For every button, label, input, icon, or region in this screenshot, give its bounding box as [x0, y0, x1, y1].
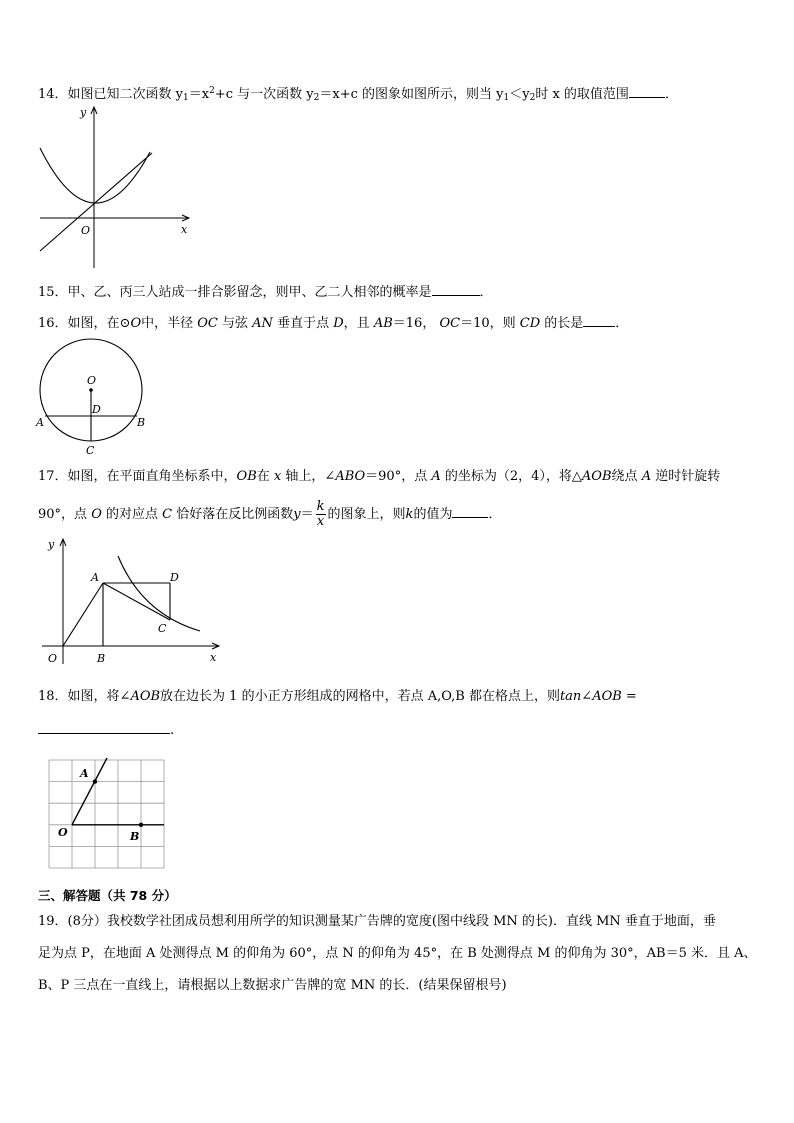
- q17-part: 的图象上，则: [327, 507, 406, 522]
- point-b: [139, 823, 143, 827]
- center-point: [89, 388, 93, 392]
- q15-end: ．: [479, 285, 493, 300]
- q17-part: x: [273, 469, 282, 484]
- answer-blank-17[interactable]: [452, 504, 488, 518]
- label-y: y: [80, 106, 87, 119]
- q14-sup: 2: [209, 86, 215, 96]
- q14-part: ＜y: [509, 87, 530, 102]
- figure-q18-grid: [46, 758, 168, 872]
- label-a: A: [80, 767, 89, 780]
- q15-part: 15．甲、乙、丙三人站成一排合影留念，则甲、乙二人相邻的概率是: [38, 285, 432, 300]
- question-15-text: [38, 282, 493, 302]
- grid-lines: [49, 760, 164, 868]
- label-b: B: [97, 652, 106, 665]
- q17-part: A: [431, 469, 441, 484]
- q18-end: .: [170, 723, 175, 738]
- q14-end: ．: [664, 87, 678, 102]
- q18-part: 18．如图，将∠: [38, 689, 131, 704]
- label-x: x: [210, 651, 217, 664]
- q16-part: O: [130, 316, 142, 331]
- q14-part: 14．如图已知二次函数 y: [38, 87, 184, 102]
- q17-part: 逆时针旋转: [655, 469, 721, 484]
- question-18-answer-line: [38, 720, 174, 740]
- q17-part: A: [641, 469, 652, 484]
- q17-end: ．: [488, 507, 502, 522]
- q18-part: 放在边长为 1 的小正方形组成的网格中，若点 A,O,B 都在格点上，则: [160, 689, 560, 704]
- q14-part: ＝x+c 的图象如图所示，则当 y: [319, 87, 504, 102]
- q17-part: 恰好落在反比例函数: [176, 507, 294, 522]
- q14-sub: 1: [503, 93, 510, 103]
- q17-part: k: [405, 507, 414, 522]
- q14-sub: 2: [529, 93, 536, 103]
- label-o: O: [87, 374, 97, 387]
- q14-part: ＝x: [188, 87, 210, 102]
- q17-part: C: [162, 507, 173, 522]
- q14-sub: 2: [313, 93, 320, 103]
- parabola-curve: [40, 148, 150, 203]
- answer-blank-15[interactable]: [432, 282, 480, 296]
- label-o: O: [48, 652, 58, 665]
- q17-part: 在: [256, 469, 270, 484]
- label-y: y: [48, 538, 55, 551]
- linear-function-line: [40, 153, 152, 251]
- question-19-line-2: 足为点 P，在地面 A 处测得点 M 的仰角为 60°，点 N 的仰角为 45°，在 B 处测得点 M 的仰角为 30°，AB＝5 米．且 A、: [38, 946, 757, 961]
- label-b: B: [130, 830, 140, 843]
- figure-q17-coordinate: [38, 536, 228, 668]
- figure-q14-graph: [38, 104, 193, 270]
- question-17-line-1: [38, 468, 720, 486]
- q17-part: ＝: [300, 507, 314, 522]
- q18-part: tan∠AOB: [559, 689, 622, 704]
- q17-part: OB: [236, 469, 257, 484]
- answer-blank-18[interactable]: [38, 720, 170, 734]
- frac-denominator: x: [316, 514, 325, 529]
- fraction-k-over-x: [316, 500, 326, 529]
- question-17-line-2: [38, 500, 501, 530]
- q16-part: AN: [252, 316, 273, 331]
- answer-blank-14[interactable]: [629, 84, 665, 98]
- q17-part: 的坐标为（2，4），将△: [444, 469, 582, 484]
- q17-part: 绕点: [611, 469, 638, 484]
- q16-part: 垂直于点: [277, 316, 330, 331]
- q14-part: 时 x 的取值范围: [535, 87, 629, 102]
- label-d: D: [92, 403, 101, 416]
- q16-part: D: [333, 316, 344, 331]
- q17-part: 的值为: [413, 507, 453, 522]
- question-18-text: [38, 688, 637, 706]
- q18-part: =: [621, 689, 637, 704]
- q16-part: 与弦: [222, 316, 249, 331]
- question-16-text: [38, 313, 628, 333]
- hyperbola-curve: [118, 556, 200, 631]
- q16-part: 中，半径: [141, 316, 194, 331]
- answer-blank-16[interactable]: [583, 313, 615, 327]
- label-a: A: [91, 571, 99, 584]
- q17-part: ABO: [335, 469, 366, 484]
- q18-part: AOB: [130, 689, 161, 704]
- q17-part: y: [293, 507, 301, 522]
- q17-part: O: [91, 507, 102, 522]
- q14-part: +c 与一次函数 y: [214, 87, 314, 102]
- label-origin: O: [81, 224, 91, 237]
- q16-part: ＝16，: [392, 316, 436, 331]
- question-14-text: [38, 84, 678, 104]
- q16-part: ＝10，则: [460, 316, 516, 331]
- label-c: C: [86, 444, 95, 457]
- frac-numerator: k: [316, 499, 325, 514]
- q17-part: ＝90°，点: [365, 469, 428, 484]
- label-a: A: [36, 416, 44, 429]
- segment-oa: [63, 583, 103, 646]
- label-b: B: [137, 416, 146, 429]
- q17-part: 90°，点: [38, 507, 88, 522]
- q16-part: CD: [519, 316, 541, 331]
- q14-sub: 1: [183, 93, 189, 103]
- question-19-line-3: B、P 三点在一直线上，请根据以上数据求广告牌的宽 MN 的长．(结果保留根号): [38, 978, 507, 993]
- label-x: x: [181, 223, 188, 236]
- q16-part: OC: [439, 316, 461, 331]
- figure-q16-circle: [36, 338, 148, 458]
- section-3-heading: 三、解答题（共 78 分）: [38, 888, 177, 903]
- q16-part: AB: [373, 316, 393, 331]
- q17-part: 轴上，∠: [285, 469, 336, 484]
- question-19-line-1: 19．(8分）我校数学社团成员想利用所学的知识测量某广告牌的宽度(图中线段 MN 的长)．直线 MN 垂直于地面，垂: [38, 914, 716, 929]
- q16-part: ，且: [343, 316, 370, 331]
- ray-oa: [72, 758, 107, 825]
- label-d: D: [170, 571, 179, 584]
- q17-part: AOB: [581, 469, 612, 484]
- label-o: O: [58, 826, 68, 839]
- q17-part: 17．如图，在平面直角坐标系中，: [38, 469, 237, 484]
- q16-end: ．: [615, 316, 629, 331]
- q16-part: OC: [197, 316, 218, 331]
- q16-part: 的长是: [544, 316, 584, 331]
- point-a: [93, 779, 97, 783]
- q16-part: 16．如图，在⊙: [38, 316, 131, 331]
- label-c: C: [158, 622, 167, 635]
- q17-part: 的对应点: [106, 507, 159, 522]
